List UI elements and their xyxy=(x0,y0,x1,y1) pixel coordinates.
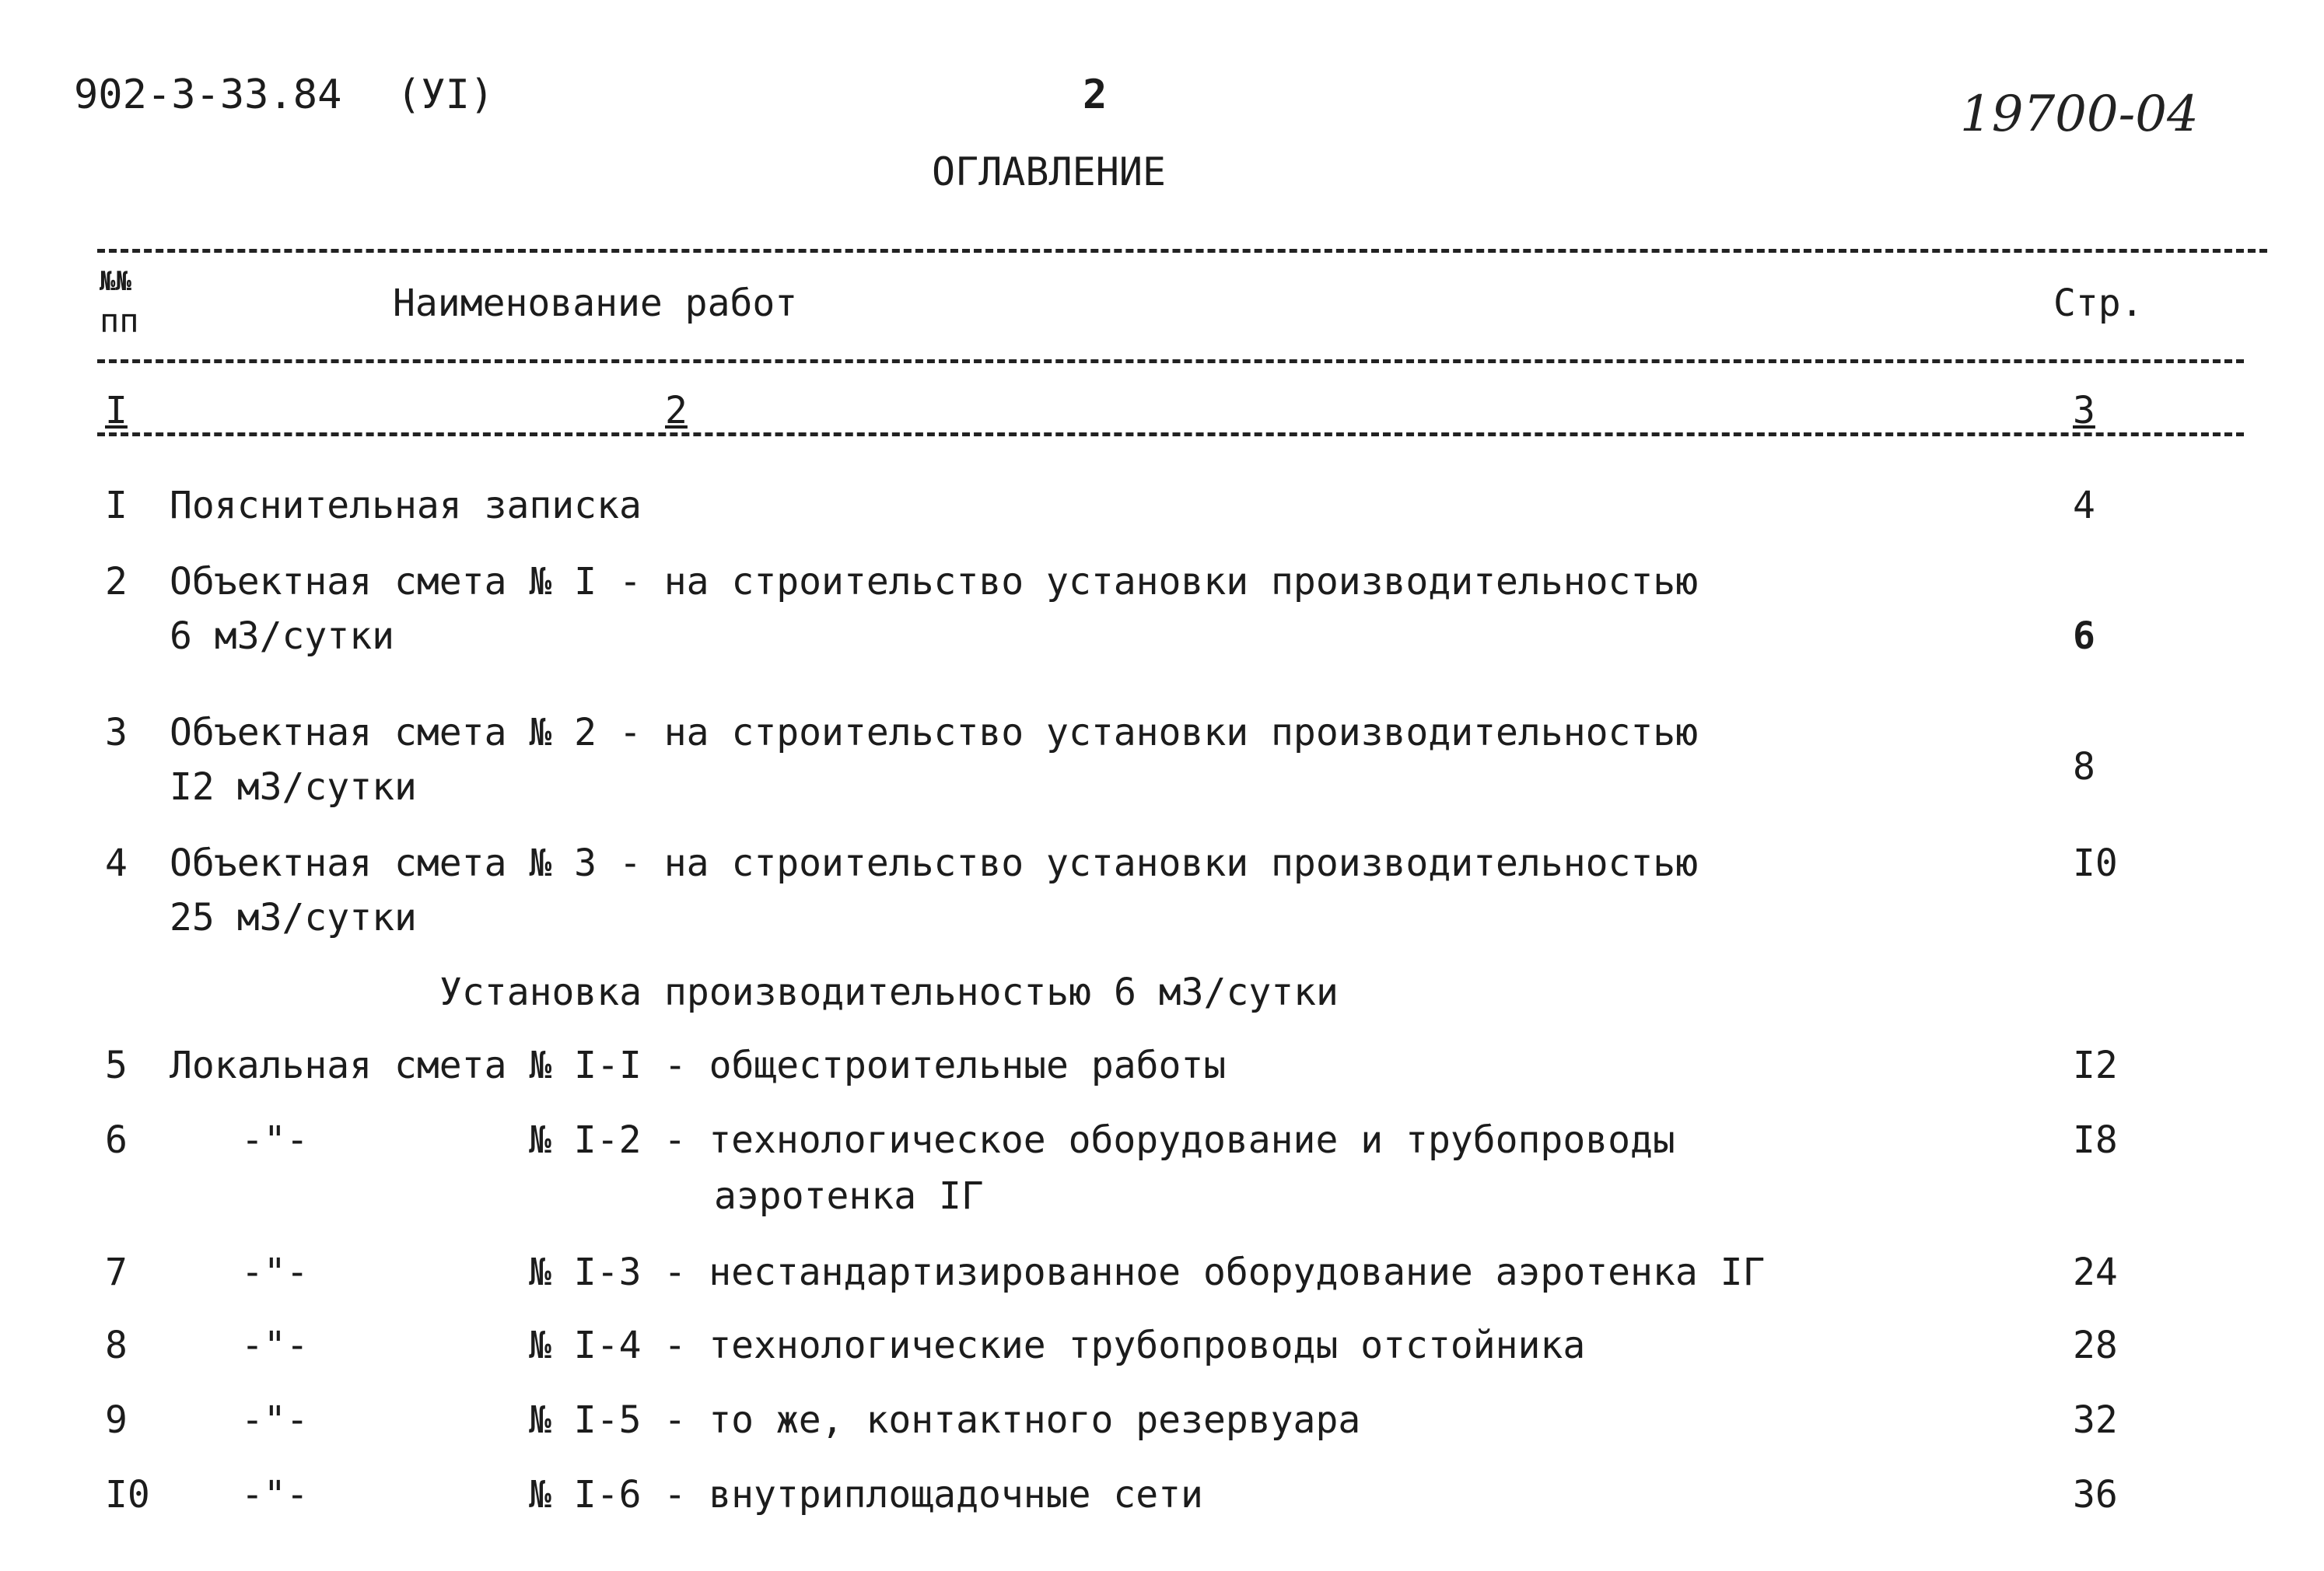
row-title: Пояснительная записка xyxy=(170,484,642,527)
row-number: 9 xyxy=(105,1398,128,1442)
row-page: I0 xyxy=(2073,841,2118,885)
row-ditto: -"- xyxy=(241,1118,309,1162)
row-number: I xyxy=(105,484,128,527)
row-page: 8 xyxy=(2073,745,2095,789)
row-title-continued: I2 м3/сутки xyxy=(170,765,417,809)
row-title: № I-2 - технологическое оборудование и трубопроводы xyxy=(529,1118,1675,1162)
row-number: 5 xyxy=(105,1044,128,1087)
row-ditto: -"- xyxy=(241,1473,309,1517)
rule-top xyxy=(97,249,2267,253)
document-volume: (УI) xyxy=(397,72,495,118)
header-num-line2: пп xyxy=(100,302,139,340)
row-page: 4 xyxy=(2073,484,2095,527)
column-number-1: I xyxy=(105,389,128,432)
row-number: 8 xyxy=(105,1324,128,1367)
toc-title: ОГЛАВЛЕНИЕ xyxy=(932,149,1167,194)
rule-header-bottom xyxy=(97,359,2244,363)
header-page: Стр. xyxy=(2053,282,2144,325)
row-page: I2 xyxy=(2073,1044,2118,1087)
row-page: 24 xyxy=(2073,1251,2118,1294)
row-page: I8 xyxy=(2073,1118,2118,1162)
row-title-continued: аэротенка IГ xyxy=(714,1174,984,1218)
row-title: Объектная смета № 2 - на строительство установки производительностью xyxy=(170,711,1699,754)
row-ditto: -"- xyxy=(241,1251,309,1294)
row-title-continued: 25 м3/сутки xyxy=(170,896,417,939)
page-number: 2 xyxy=(1083,72,1108,118)
header-name: Наименование работ xyxy=(393,282,798,325)
row-number: 7 xyxy=(105,1251,128,1294)
row-title: № I-6 - внутриплощадочные сети xyxy=(529,1473,1203,1517)
rule-colnum-bottom xyxy=(97,432,2244,436)
row-title: № I-3 - нестандартизированное оборудование аэротенка IГ xyxy=(529,1251,1766,1294)
header-num-line1: №№ xyxy=(100,266,131,297)
row-title: Объектная смета № I - на строительство установки производительностью xyxy=(170,560,1699,604)
row-title: № I-4 - технологические трубопроводы отстойника xyxy=(529,1324,1586,1367)
row-ditto: -"- xyxy=(241,1398,309,1442)
section-heading: Установка производительностью 6 м3/сутки xyxy=(439,971,1339,1014)
row-number: 3 xyxy=(105,711,128,754)
row-title: № I-5 - то же, контактного резервуара xyxy=(529,1398,1361,1442)
row-ditto: -"- xyxy=(241,1324,309,1367)
row-title: Объектная смета № 3 - на строительство установки производительностью xyxy=(170,841,1699,885)
row-page: 32 xyxy=(2073,1398,2118,1442)
document-code: 902-3-33.84 xyxy=(74,72,342,118)
row-number: 2 xyxy=(105,560,128,604)
row-number: 6 xyxy=(105,1118,128,1162)
row-page: 6 xyxy=(2073,614,2095,658)
row-number: 4 xyxy=(105,841,128,885)
row-page: 36 xyxy=(2073,1473,2118,1517)
column-number-2: 2 xyxy=(665,389,688,432)
row-title: Локальная смета № I-I - общестроительные работы xyxy=(170,1044,1227,1087)
column-number-3: 3 xyxy=(2073,389,2095,432)
handwritten-archive-code: 19700-04 xyxy=(1960,86,2199,143)
row-page: 28 xyxy=(2073,1324,2118,1367)
row-number: I0 xyxy=(105,1473,150,1517)
row-title-continued: 6 м3/сутки xyxy=(170,614,394,658)
